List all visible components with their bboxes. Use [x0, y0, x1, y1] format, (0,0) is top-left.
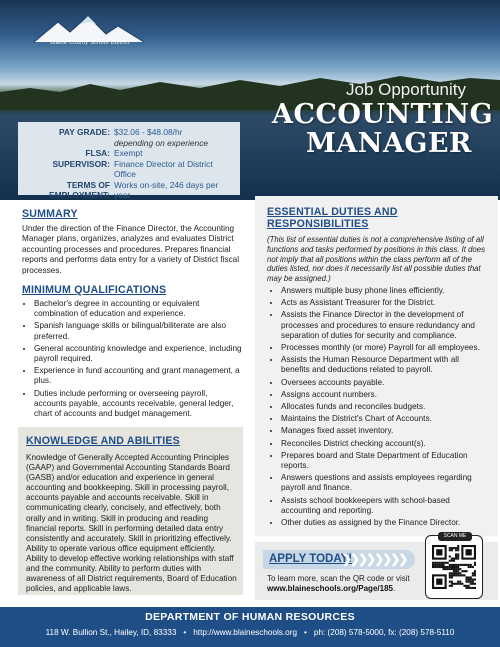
terms-label-line-1: TERMS OF	[66, 179, 110, 190]
qualifications-item: • Bachelor's degree in accounting or equivalent combination of education and experience.	[34, 299, 242, 319]
qualifications-item: • Duties include performing or overseeing payroll, accounts payable, accounts receivable, general ledger, chart of accounts and budget management.	[34, 389, 242, 420]
logo-text: Blaine County School District	[50, 40, 130, 46]
knowledge-heading: KNOWLEDGE AND ABILITIES	[26, 435, 180, 447]
duties-item: • Assigns account numbers.	[281, 390, 488, 400]
summary-heading: SUMMARY	[22, 208, 78, 220]
scan-me-label: SCAN ME	[438, 532, 472, 541]
duties-box	[255, 196, 498, 536]
pay-grade-label: PAY GRADE:	[58, 127, 110, 137]
summary-text: Under the direction of the Finance Director, the Accounting Manager plans, organizes, analyzes and evaluates District accounting processes and procedures. Prepares financial reports and performs data entry for a variety of District fiscal processes.	[22, 224, 240, 275]
qualifications-heading: MINIMUM QUALIFICATIONS	[22, 284, 167, 297]
duties-item: • Oversees accounts payable.	[281, 378, 488, 388]
qr-code-frame[interactable]	[425, 535, 483, 599]
duties-item: • Reconciles District checking account(s).	[281, 439, 488, 449]
title-line-1: ACCOUNTING	[272, 99, 494, 130]
apply-instructions: To learn more, scan the QR code or visit	[267, 574, 410, 583]
title-line-2: MANAGER	[305, 128, 472, 159]
terms-label	[24, 180, 114, 201]
left-column	[22, 208, 242, 421]
supervisor-row	[24, 159, 234, 180]
qualifications-item: • General accounting knowledge and experience, including payroll required.	[34, 344, 242, 364]
pay-grade-value: $32.06 - $48.08/hr	[114, 127, 183, 137]
duties-item: • Assists school bookkeepers with school-based accounting and reporting.	[281, 496, 488, 516]
qualifications-list	[22, 299, 242, 419]
job-opportunity-label: Job Opportunity	[345, 80, 466, 99]
mountain-logo-icon	[30, 12, 148, 52]
supervisor-label: SUPERVISOR:	[52, 158, 110, 169]
apply-title: APPLY TODAY!	[269, 553, 353, 565]
duties-item: • Allocates funds and reconciles budgets.	[281, 402, 488, 412]
supervisor-value: Finance Director at District Office	[114, 158, 213, 179]
duties-list	[267, 286, 488, 528]
apply-section	[255, 533, 498, 600]
job-info-box	[18, 122, 240, 200]
apply-link[interactable]: www.blaineschools.org/Page/185	[267, 584, 393, 593]
flsa-value: Exempt	[114, 148, 143, 158]
footer-address: 118 W. Bullion St., Hailey, ID, 83333	[45, 628, 177, 637]
pay-grade-note: depending on experience	[114, 137, 209, 148]
duties-item: • Acts as Assistant Treasurer for the District.	[281, 298, 488, 308]
duties-item: • Answers questions and assists employees regarding payroll and finance.	[281, 473, 488, 493]
page-title	[272, 99, 494, 159]
duties-item: • Maintains the District's Chart of Accounts.	[281, 414, 488, 424]
apply-text	[267, 574, 427, 594]
footer-contact	[0, 628, 500, 637]
footer	[0, 607, 500, 647]
duties-note: (This list of essential duties is not a comprehensive listing of all functions and tasks performed by positions in this class. It does not imply that all positions within the class perform all of the duties listed, nor does it necessarily list all possible duties that may be assigned.)	[267, 235, 485, 284]
flsa-label: FLSA:	[85, 148, 110, 158]
qualifications-item: • Experience in fund accounting and grant management, a plus.	[34, 366, 242, 386]
footer-bullet-2: •	[304, 628, 307, 637]
duties-item: • Processes monthly (or more) Payroll for all employees.	[281, 343, 488, 353]
duties-item: • Manages fixed asset inventory.	[281, 426, 488, 436]
apply-link-suffix: .	[392, 584, 396, 593]
flsa-row	[24, 148, 234, 159]
terms-value: Works on-site, 246 days per year	[114, 179, 219, 200]
footer-bullet-1: •	[183, 628, 187, 637]
footer-phone: ph: (208) 578-5000, fx: (208) 578-5110	[313, 628, 455, 637]
duties-item: • Other duties as assigned by the Finance Director.	[281, 518, 488, 528]
qr-code-icon	[432, 545, 476, 589]
footer-title: DEPARTMENT OF HUMAN RESOURCES	[145, 611, 355, 623]
duties-item: • Prepares board and State Department of Education reports.	[281, 451, 488, 471]
duties-item: • Answers multiple busy phone lines efficiently.	[281, 286, 488, 296]
qualifications-item: • Spanish language skills or bilingual/biliterate are also preferred.	[34, 321, 242, 341]
duties-heading: ESSENTIAL DUTIES AND RESPONSIBILITIES	[267, 206, 398, 230]
duties-item: • Assists the Human Resource Department with all benefits and deductions related to payroll.	[281, 355, 488, 375]
chevrons-icon: ❯❯❯❯❯❯❯❯	[342, 552, 407, 566]
terms-row	[24, 180, 234, 201]
knowledge-text: Knowledge of Generally Accepted Accounting Principles (GAAP) and Governmental Accounting Standards Board (GASB) and/or education and experience in general accounting and bookkeeping. Skill in processing payroll, accounts payable and accounts receivable. Skill in communicating clearly, concisely, and effectively, both orally and in writing. Skill in producing and reading financial reports. Skill in performing detailed data entry consistently and accurately. Skill in prioritizing effectively. Ability to operate various office equipment efficiently. Ability to develop effective working relationships with staff and the community. Ability to perform duties with awareness of all District requirements, Board of Education policies, and applicable laws.	[26, 453, 237, 594]
pay-grade-row	[24, 127, 234, 148]
footer-website[interactable]: http://www.blaineschools.org	[193, 628, 298, 637]
knowledge-box	[18, 427, 243, 595]
terms-label-line-2: EMPLOYMENT:	[49, 190, 110, 200]
duties-item: • Assists the Finance Director in the development of processes and procedures to ensure redundancy and separation of duties for security and compliance.	[281, 310, 488, 341]
